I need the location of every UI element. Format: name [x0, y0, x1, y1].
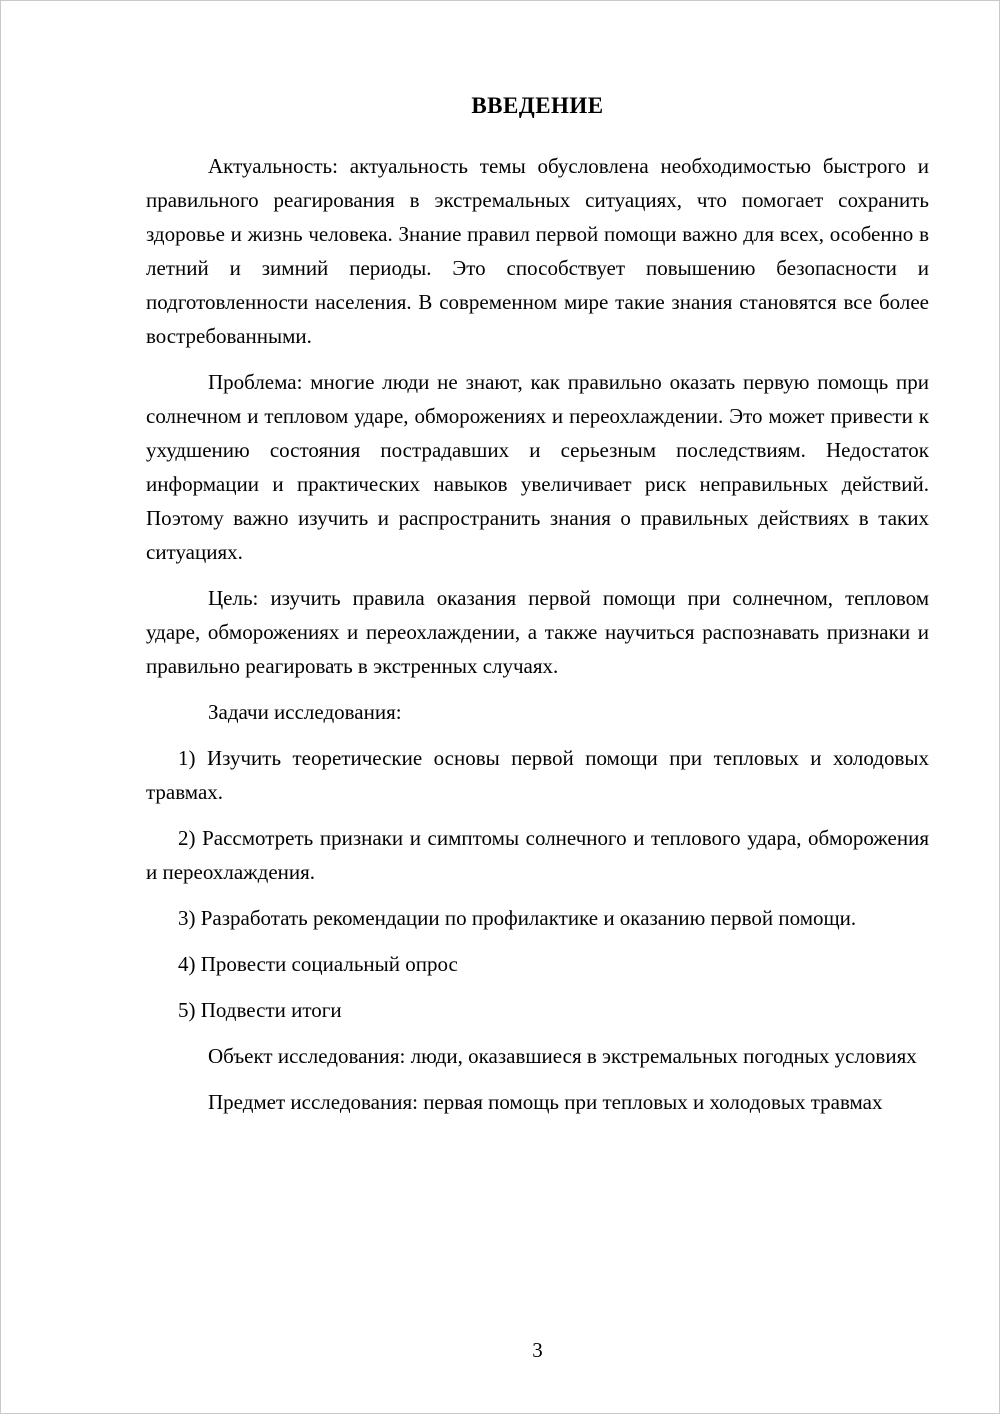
task-item-3: 3) Разработать рекомендации по профилактике и оказанию первой помощи.: [178, 906, 857, 930]
page-number: 3: [532, 1338, 543, 1362]
paragraph-object: Объект исследования: люди, оказавшиеся в экстремальных погодных условиях: [208, 1044, 917, 1068]
paragraph-goal: Цель: изучить правила оказания первой помощи при солнечном, тепловом ударе, обморожениях и переохлаждении, а также научиться распознавать признаки и правильно реагировать в экстренных случаях.: [146, 586, 929, 678]
task-item-2: 2) Рассмотреть признаки и симптомы солнечного и теплового удара, обморожения и переохлаждения.: [146, 826, 929, 884]
page-title: ВВЕДЕНИЕ: [471, 93, 604, 118]
paragraph-subject: Предмет исследования: первая помощь при тепловых и холодовых травмах: [208, 1090, 883, 1114]
paragraph-relevance: Актуальность: актуальность темы обусловлена необходимостью быстрого и правильного реагирования в экстремальных ситуациях, что помогает сохранить здоровье и жизнь человека. Знание правил первой помощи важно для всех, особенно в летний и зимний периоды. Это способствует повышению безопасности и подготовленности населения. В современном мире такие знания становятся все более востребованными.: [146, 154, 929, 348]
paragraph-tasks-header: Задачи исследования:: [208, 700, 402, 724]
task-item-4: 4) Провести социальный опрос: [178, 952, 458, 976]
paragraph-problem: Проблема: многие люди не знают, как правильно оказать первую помощь при солнечном и тепловом ударе, обморожениях и переохлаждении. Это может привести к ухудшению состояния пострадавших и серьезным последствиям. Недостаток информации и практических навыков увеличивает риск неправильных действий. Поэтому важно изучить и распространить знания о правильных действиях в таких ситуациях.: [146, 370, 929, 564]
task-item-1: 1) Изучить теоретические основы первой помощи при тепловых и холодовых травмах.: [146, 746, 929, 804]
task-item-5: 5) Подвести итоги: [178, 998, 342, 1022]
